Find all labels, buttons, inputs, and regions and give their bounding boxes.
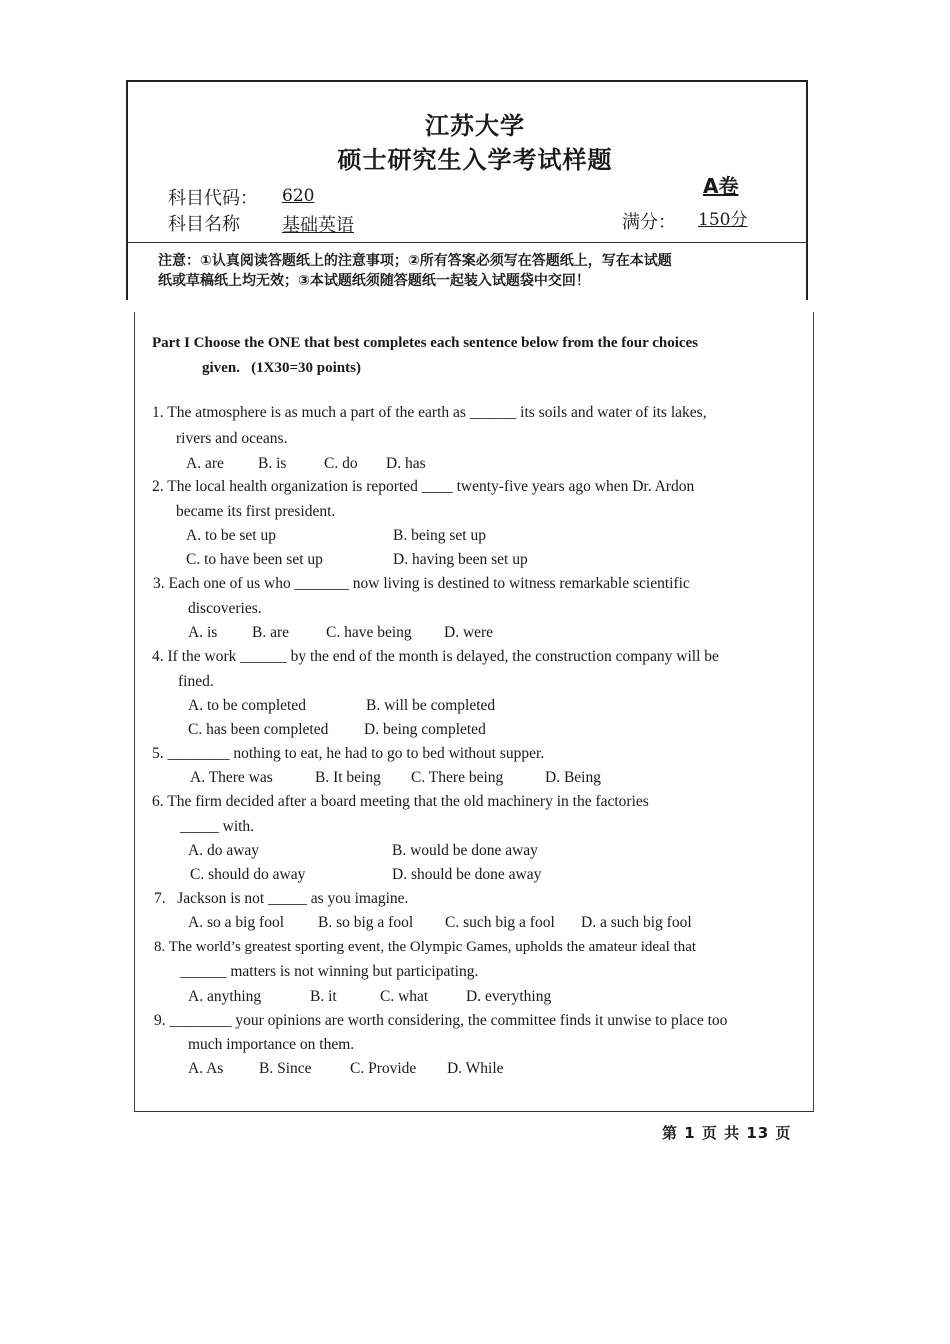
question-4-stem-cont: fined. [178,673,214,690]
question-2-option-d: D. having been set up [393,551,528,568]
question-1-option-c: C. do [324,455,358,472]
question-7-stem: 7. Jackson is not _____ as you imagine. [154,890,409,907]
university-name: 江苏大学 [425,112,525,140]
question-1-stem-cont: rivers and oceans. [176,430,288,447]
page-indicator: 第 1 页 共 13 页 [662,1124,792,1142]
question-9-option-b: B. Since [259,1060,312,1077]
question-1-option-d: D. has [386,455,426,472]
question-2-option-a: A. to be set up [186,527,276,544]
question-4-stem: 4. If the work ______ by the end of the month is delayed, the construction company will be [152,648,719,665]
question-2-stem-cont: became its first president. [176,503,336,520]
question-1-option-b: B. is [258,455,287,472]
question-8-option-b: B. it [310,988,337,1005]
question-6-option-d: D. should be done away [392,866,542,883]
question-2-option-c: C. to have been set up [186,551,323,568]
question-6-option-b: B. would be done away [392,842,538,859]
header-divider [126,242,808,243]
question-7-option-a: A. so a big fool [188,914,285,931]
question-9-option-c: C. Provide [350,1060,417,1077]
question-5-option-a: A. There was [190,769,273,786]
question-1-stem: 1. The atmosphere is as much a part of the earth as ______ its soils and water of its lakes, [152,404,707,421]
question-9-option-a: A. As [188,1060,224,1077]
question-7-option-d: D. a such big fool [581,914,692,931]
question-6-option-c: C. should do away [190,866,306,883]
question-2-stem: 2. The local health organization is reported ____ twenty-five years ago when Dr. Ardon [152,478,695,495]
question-8-stem-cont: ______ matters is not winning but participating. [180,963,479,980]
question-5-option-c: C. There being [411,769,504,786]
question-7-option-b: B. so big a fool [318,914,414,931]
question-8-option-c: C. what [380,988,429,1005]
question-5-stem: 5. ________ nothing to eat, he had to go to bed without supper. [152,745,545,762]
exam-title: 硕士研究生入学考试样题 [337,146,613,174]
question-9-stem-cont: much importance on them. [188,1036,355,1053]
question-3-option-a: A. is [188,624,218,641]
question-8-stem: 8. The world’s greatest sporting event, the Olympic Games, upholds the amateur ideal that [154,939,697,955]
question-7-option-c: C. such big a fool [445,914,555,931]
question-9-option-d: D. While [447,1060,504,1077]
subject-code-value: 620 [282,186,315,206]
subject-name-value: 基础英语 [282,215,354,236]
full-score-value: 150分 [698,210,748,230]
question-3-stem-cont: discoveries. [188,600,262,617]
notice-line-2: 纸或草稿纸上均无效；③本试题纸须随答题纸一起装入试题袋中交回！ [158,273,590,289]
part-title-line-1: Part I Choose the ONE that best completes each sentence below from the four choices [152,335,699,351]
question-3-option-d: D. were [444,624,494,641]
question-9-stem: 9. ________ your opinions are worth considering, the committee finds it unwise to place too [154,1012,728,1029]
part-title-line-2: given. (1X30=30 points) [202,360,361,376]
question-8-option-a: A. anything [188,988,262,1005]
question-4-option-d: D. being completed [364,721,486,738]
question-4-option-a: A. to be completed [188,697,306,714]
question-5-option-b: B. It being [315,769,381,786]
question-6-stem-cont: _____ with. [180,818,255,835]
subject-code-label: 科目代码： [168,188,258,209]
question-3-stem: 3. Each one of us who _______ now living is destined to witness remarkable scientific [153,575,690,592]
notice-line-1: 注意：①认真阅读答题纸上的注意事项；②所有答案必须写在答题纸上，写在本试题 [158,253,672,269]
question-4-option-c: C. has been completed [188,721,329,738]
question-2-option-b: B. being set up [393,527,486,544]
full-score-label: 满分： [622,212,676,233]
question-4-option-b: B. will be completed [366,697,496,714]
paper-version: A卷 [703,174,739,198]
question-1-option-a: A. are [186,455,224,472]
question-5-option-d: D. Being [545,769,601,786]
question-6-stem: 6. The firm decided after a board meeting that the old machinery in the factories [152,793,649,810]
subject-name-label: 科目名称 [168,214,240,235]
question-8-option-d: D. everything [466,988,552,1005]
question-3-option-b: B. are [252,624,290,641]
question-6-option-a: A. do away [188,842,260,859]
question-3-option-c: C. have being [326,624,412,641]
